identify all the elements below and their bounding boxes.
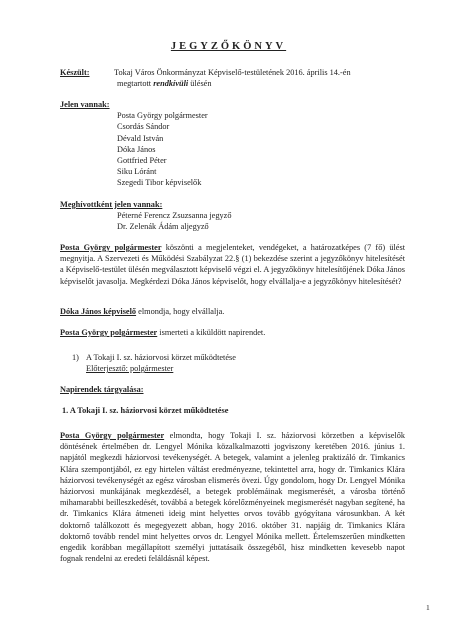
paragraph-doka bbox=[60, 306, 405, 317]
list-item: Siku Lóránt bbox=[117, 167, 157, 177]
napirendek-heading bbox=[60, 384, 405, 395]
jelen-section bbox=[60, 99, 405, 189]
speaker-name: Posta György polgármester bbox=[60, 243, 162, 252]
document-title: JEGYZŐKÖNYV bbox=[170, 41, 287, 52]
keszult-line2-emphasis: rendkívüli bbox=[153, 79, 189, 89]
agenda-list bbox=[60, 352, 405, 374]
paragraph-agenda-intro bbox=[60, 327, 405, 338]
speaker-name: Posta György polgármester bbox=[60, 431, 165, 440]
list-item: Dóka János bbox=[117, 144, 156, 154]
keszult-line1: Tokaj Város Önkormányzat Képviselő-testületének 2016. április 14.-én bbox=[114, 68, 351, 77]
paragraph-text: elmondta, hogy Tokaji I. sz. háziorvosi körzetben a képviselők döntésének értelmében dr. Lengyel Mónika közalkalmazotti jogviszony keretében 2016. június 1. napjától megkezdi háziorvosi tevékenységét. A betegek, valamint a jelenleg praktizáló dr. Timkanics Klára szempontjából, ez egy hirtelen váltást eredményezne, tekintettel arra, hogy dr. Timkanics Klára háziorvosi tevékenységét az egész városban elismerés övezi. Úgy gondolom, hogy Dr. Lengyel Mónika háziorvosi munkájának megkezdésél, a betegek problémáinak megismerését, a városba történő mihamarabbi beilleszkedését, továbbá a betegek kórelőzményeinek megismerését nagyban segítené, ha dr. Timkanics Klára átmeneti ideig mint helyettes orvos tovább gyógyítana városunkban. A két doktornő találkozott és megegyezett abban, hogy 2016. október 31. napjáig dr. Timkanics Klára doktornő tovább rendel mint helyettes orvos dr. Lengyel Mónika mellett. Értelemszerűen mindketten engedik korábban megállapított személyi juttatásaik összegéből, hisz mindketten kevesebb napot fognak rendelni az eredeti feláldásnál képest. bbox=[60, 431, 405, 564]
paragraph-main bbox=[60, 430, 405, 564]
paragraph-text: köszönti a megjelenteket, vendégeket, a határozatképes (7 fő) ülést megnyitja. A Szervezeti és Működési Szabályzat 22.§ (1) bekezdése szerint a jegyzőkönyv hitelesítését a Képviselő-testület ülésén megválasztott képviselő végzi el. A jegyzőkönyv hitelesítőjének Dóka János képviselőt javasolja. Megkérdezi Dóka János képviselőt, hogy elvállalja-e a jegyzőkönyv hitelesítését? bbox=[60, 243, 406, 286]
agenda-item bbox=[60, 352, 405, 363]
paragraph-text: ismerteti a kiküldött napirendet. bbox=[157, 328, 266, 337]
jelen-list bbox=[60, 110, 405, 188]
meghivott-list bbox=[60, 210, 405, 232]
paragraph-opening bbox=[60, 242, 405, 287]
page-number: 1 bbox=[426, 603, 430, 612]
list-item: Csordás Sándor bbox=[117, 122, 170, 132]
keszult-line2-pre: megtartott bbox=[117, 79, 154, 89]
list-item: Dévald István bbox=[117, 133, 164, 143]
paragraph-text: elmondja, hogy elvállalja. bbox=[136, 307, 225, 316]
list-item: Posta György polgármester bbox=[117, 111, 208, 121]
list-item: Dr. Zelenák Ádám aljegyző bbox=[117, 222, 209, 232]
agenda-presenter: Előterjesztő: polgármester bbox=[86, 364, 174, 374]
agenda-title: A Tokaji I. sz. háziorvosi körzet működtetése bbox=[86, 353, 236, 362]
list-item: Péterné Ferencz Zsuzsanna jegyző bbox=[117, 211, 232, 221]
keszult-line2 bbox=[60, 78, 405, 89]
list-item: Gottfried Péter bbox=[117, 156, 167, 166]
speaker-name: Dóka János képviselő bbox=[60, 307, 137, 316]
meghivott-label: Meghívottként jelen vannak: bbox=[60, 200, 163, 209]
speaker-name: Posta György polgármester bbox=[60, 328, 158, 337]
napirendek-label: Napirendek tárgyalása: bbox=[60, 385, 144, 394]
meghivott-section bbox=[60, 199, 405, 233]
keszult-section bbox=[60, 67, 405, 89]
keszult-label: Készült: bbox=[60, 68, 90, 77]
section-1-title: 1. A Tokaji I. sz. háziorvosi körzet működtetése bbox=[62, 406, 229, 415]
jelen-label: Jelen vannak: bbox=[60, 100, 110, 109]
section-1-heading bbox=[60, 405, 405, 416]
agenda-number: 1) bbox=[72, 353, 79, 362]
keszult-line2-post: ülésén bbox=[188, 79, 212, 89]
list-item: Szegedi Tibor képviselők bbox=[117, 178, 202, 188]
